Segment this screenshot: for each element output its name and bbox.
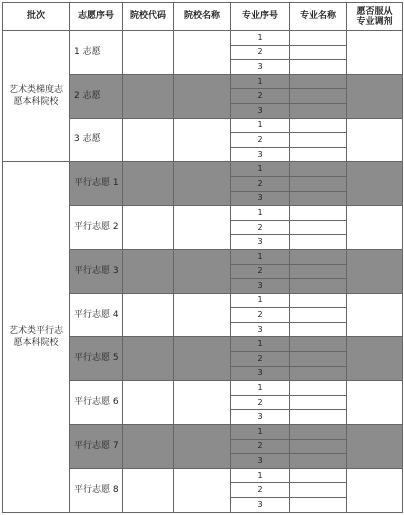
major-name-cell[interactable] <box>290 395 347 410</box>
major-number-cell: 1 <box>231 249 290 264</box>
major-name-cell[interactable] <box>290 381 347 396</box>
major-name-cell[interactable] <box>290 60 347 75</box>
major-name-cell[interactable] <box>290 483 347 498</box>
major-number-cell: 2 <box>231 176 290 191</box>
batch-cell: 艺术类梯度志愿本科院校 <box>3 31 70 162</box>
table-row <box>3 162 403 177</box>
major-name-cell[interactable] <box>290 279 347 294</box>
volunteer-label-cell: 平行志愿 5 <box>70 337 123 381</box>
major-name-cell[interactable] <box>290 235 347 250</box>
major-number-cell: 2 <box>231 45 290 60</box>
school-code-cell[interactable] <box>123 337 174 381</box>
major-name-cell[interactable] <box>290 308 347 323</box>
major-name-cell[interactable] <box>290 410 347 425</box>
major-number-cell: 3 <box>231 322 290 337</box>
header-school-code: 院校代码 <box>123 3 174 31</box>
adjust-cell[interactable] <box>347 162 403 206</box>
major-name-cell[interactable] <box>290 147 347 162</box>
major-name-cell[interactable] <box>290 498 347 513</box>
major-number-cell: 3 <box>231 60 290 75</box>
major-number-cell: 1 <box>231 468 290 483</box>
major-name-cell[interactable] <box>290 249 347 264</box>
header-adjust-line2: 专业调剂 <box>356 16 393 27</box>
school-name-cell[interactable] <box>174 425 231 469</box>
table-body <box>3 31 403 513</box>
header-batch: 批次 <box>3 3 70 31</box>
major-number-cell: 2 <box>231 352 290 367</box>
volunteer-table <box>2 2 403 513</box>
major-number-cell: 3 <box>231 235 290 250</box>
major-number-cell: 1 <box>231 337 290 352</box>
school-name-cell[interactable] <box>174 468 231 512</box>
major-name-cell[interactable] <box>290 337 347 352</box>
school-code-cell[interactable] <box>123 468 174 512</box>
major-name-cell[interactable] <box>290 162 347 177</box>
school-name-cell[interactable] <box>174 31 231 75</box>
volunteer-label-cell: 3 志愿 <box>70 118 123 162</box>
school-code-cell[interactable] <box>123 31 174 75</box>
batch-cell: 艺术类平行志愿本科院校 <box>3 162 70 512</box>
major-number-cell: 3 <box>231 191 290 206</box>
table-row <box>3 31 403 46</box>
major-number-cell: 2 <box>231 395 290 410</box>
major-name-cell[interactable] <box>290 118 347 133</box>
school-code-cell[interactable] <box>123 381 174 425</box>
major-number-cell: 3 <box>231 454 290 469</box>
major-name-cell[interactable] <box>290 293 347 308</box>
school-name-cell[interactable] <box>174 206 231 250</box>
volunteer-label-cell: 平行志愿 1 <box>70 162 123 206</box>
school-name-cell[interactable] <box>174 74 231 118</box>
volunteer-label-cell: 2 志愿 <box>70 74 123 118</box>
adjust-cell[interactable] <box>347 381 403 425</box>
adjust-cell[interactable] <box>347 118 403 162</box>
volunteer-label-cell: 平行志愿 4 <box>70 293 123 337</box>
school-name-cell[interactable] <box>174 381 231 425</box>
major-number-cell: 2 <box>231 89 290 104</box>
major-number-cell: 2 <box>231 220 290 235</box>
school-name-cell[interactable] <box>174 293 231 337</box>
header-major-name: 专业名称 <box>290 3 347 31</box>
school-code-cell[interactable] <box>123 425 174 469</box>
school-name-cell[interactable] <box>174 118 231 162</box>
school-name-cell[interactable] <box>174 249 231 293</box>
major-name-cell[interactable] <box>290 454 347 469</box>
major-number-cell: 1 <box>231 293 290 308</box>
adjust-cell[interactable] <box>347 74 403 118</box>
adjust-cell[interactable] <box>347 31 403 75</box>
major-name-cell[interactable] <box>290 133 347 148</box>
header-school-name: 院校名称 <box>174 3 231 31</box>
major-name-cell[interactable] <box>290 31 347 46</box>
major-name-cell[interactable] <box>290 45 347 60</box>
major-number-cell: 1 <box>231 118 290 133</box>
school-code-cell[interactable] <box>123 118 174 162</box>
major-number-cell: 3 <box>231 103 290 118</box>
school-code-cell[interactable] <box>123 293 174 337</box>
school-code-cell[interactable] <box>123 206 174 250</box>
major-name-cell[interactable] <box>290 220 347 235</box>
school-name-cell[interactable] <box>174 337 231 381</box>
major-number-cell: 1 <box>231 74 290 89</box>
adjust-cell[interactable] <box>347 337 403 381</box>
volunteer-label-cell: 平行志愿 3 <box>70 249 123 293</box>
major-number-cell: 1 <box>231 162 290 177</box>
major-name-cell[interactable] <box>290 322 347 337</box>
volunteer-label-cell: 平行志愿 6 <box>70 381 123 425</box>
adjust-cell[interactable] <box>347 468 403 512</box>
major-name-cell[interactable] <box>290 103 347 118</box>
major-name-cell[interactable] <box>290 89 347 104</box>
major-number-cell: 2 <box>231 439 290 454</box>
volunteer-label-cell: 1 志愿 <box>70 31 123 75</box>
major-number-cell: 2 <box>231 308 290 323</box>
header-adjust <box>347 3 403 31</box>
major-number-cell: 3 <box>231 498 290 513</box>
major-number-cell: 1 <box>231 381 290 396</box>
volunteer-label-cell: 平行志愿 8 <box>70 468 123 512</box>
volunteer-label-cell: 平行志愿 2 <box>70 206 123 250</box>
school-name-cell[interactable] <box>174 162 231 206</box>
school-code-cell[interactable] <box>123 162 174 206</box>
major-number-cell: 3 <box>231 366 290 381</box>
major-name-cell[interactable] <box>290 352 347 367</box>
major-number-cell: 3 <box>231 279 290 294</box>
major-name-cell[interactable] <box>290 439 347 454</box>
major-name-cell[interactable] <box>290 425 347 440</box>
major-number-cell: 2 <box>231 264 290 279</box>
adjust-cell[interactable] <box>347 249 403 293</box>
major-number-cell: 1 <box>231 425 290 440</box>
major-number-cell: 3 <box>231 410 290 425</box>
adjust-cell[interactable] <box>347 293 403 337</box>
major-name-cell[interactable] <box>290 176 347 191</box>
adjust-cell[interactable] <box>347 425 403 469</box>
major-number-cell: 2 <box>231 483 290 498</box>
major-name-cell[interactable] <box>290 206 347 221</box>
major-name-cell[interactable] <box>290 191 347 206</box>
major-name-cell[interactable] <box>290 468 347 483</box>
major-number-cell: 1 <box>231 31 290 46</box>
header-row <box>3 3 403 31</box>
major-number-cell: 2 <box>231 133 290 148</box>
header-volunteer-no: 志愿序号 <box>70 3 123 31</box>
major-name-cell[interactable] <box>290 74 347 89</box>
header-major-no: 专业序号 <box>231 3 290 31</box>
major-name-cell[interactable] <box>290 366 347 381</box>
school-code-cell[interactable] <box>123 249 174 293</box>
volunteer-label-cell: 平行志愿 7 <box>70 425 123 469</box>
adjust-cell[interactable] <box>347 206 403 250</box>
major-number-cell: 1 <box>231 206 290 221</box>
major-name-cell[interactable] <box>290 264 347 279</box>
major-number-cell: 3 <box>231 147 290 162</box>
school-code-cell[interactable] <box>123 74 174 118</box>
header-adjust-line1: 愿否服从 <box>356 6 393 17</box>
